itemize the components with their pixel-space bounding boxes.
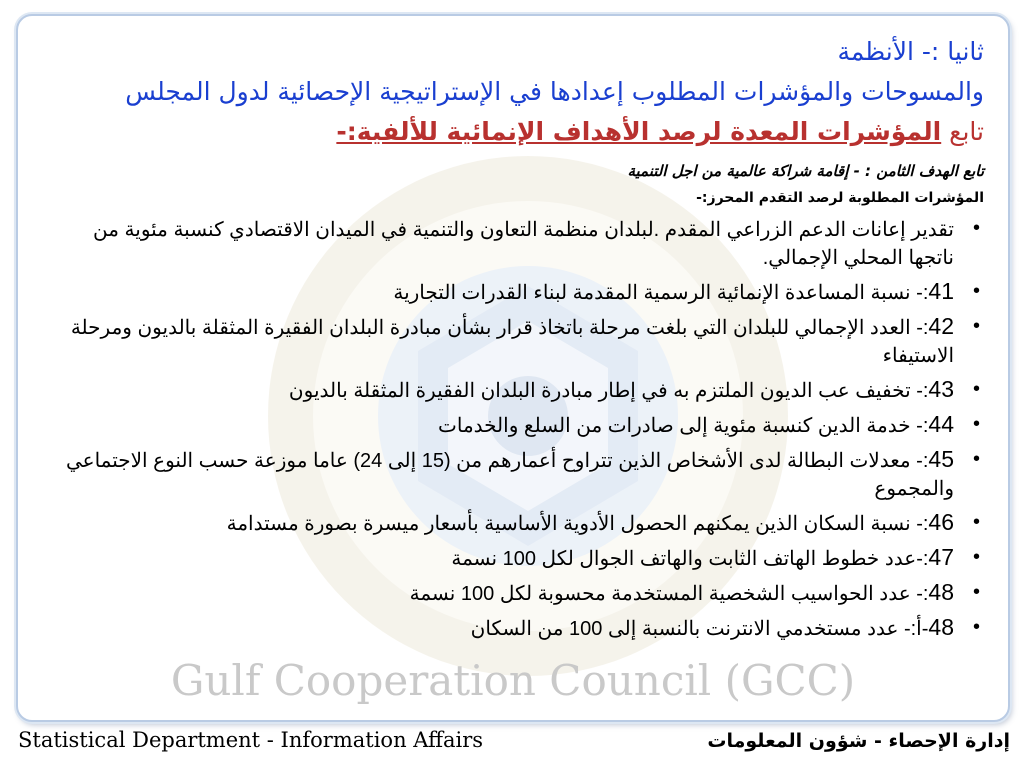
list-item xyxy=(58,277,984,307)
indicators-title: المؤشرات المطلوبة لرصد التقدم المحرز:- xyxy=(696,190,984,206)
indicator-text: :- نسبة المساعدة الإنمائية الرسمية المقدمة لبناء القدرات التجارية xyxy=(393,282,929,304)
goal-subtitle: تابع الهدف الثامن : - إقامة شراكة عالمية من اجل التنمية xyxy=(627,162,984,180)
indicator-number: 42 xyxy=(928,313,954,339)
heading-line-3 xyxy=(58,112,984,152)
list-item xyxy=(58,578,984,608)
heading-line-3-strong: المؤشرات المعدة لرصد الأهداف الإنمائية للألفية:- xyxy=(336,117,942,146)
indicator-number: 47 xyxy=(928,544,954,570)
indicator-list xyxy=(58,214,984,643)
footer-arabic: إدارة الإحصاء - شؤون المعلومات xyxy=(707,730,1010,752)
bullet-icon: • xyxy=(972,511,980,533)
indicator-text: :- معدلات البطالة لدى الأشخاص الذين تتراوح أعمارهم من (15 إلى 24) عاما موزعة حسب النوع الاجتماعي والمجموع xyxy=(65,450,954,500)
bullet-icon: • xyxy=(972,546,980,568)
watermark-text: Gulf Cooperation Council (GCC) xyxy=(170,656,856,705)
heading-line-1: ثانيا :- الأنظمة xyxy=(837,37,984,66)
list-item xyxy=(58,543,984,573)
indicator-number: 43 xyxy=(928,376,954,402)
bullet-icon: • xyxy=(972,378,980,400)
indicator-text: :-عدد خطوط الهاتف الثابت والهاتف الجوال لكل 100 نسمة xyxy=(451,548,929,570)
slide-content xyxy=(58,32,984,648)
indicator-number: 48 xyxy=(928,614,954,640)
indicator-number: 46 xyxy=(928,509,954,535)
indicator-text: :- العدد الإجمالي للبلدان التي بلغت مرحلة باتخاذ قرار بشأن مبادرة البلدان الفقيرة المثقلة بالديون ومرحلة الاستيفاء xyxy=(70,317,954,367)
list-item xyxy=(58,214,984,272)
bullet-icon: • xyxy=(972,581,980,603)
indicator-text: :- خدمة الدين كنسبة مئوية إلى صادرات من السلع والخدمات xyxy=(438,415,929,437)
list-item xyxy=(58,312,984,370)
indicator-text: :- تخفيف عب الديون الملتزم به في إطار مبادرة البلدان الفقيرة المثقلة بالديون xyxy=(288,380,929,402)
indicator-text: :- عدد الحواسيب الشخصية المستخدمة محسوبة لكل 100 نسمة xyxy=(409,583,929,605)
heading-line-2: والمسوحات والمؤشرات المطلوب إعدادها في الإستراتيجية الإحصائية لدول المجلس xyxy=(125,77,984,106)
indicator-number: 45 xyxy=(928,446,954,472)
footer-english: Statistical Department - Information Affairs xyxy=(18,728,484,752)
list-item xyxy=(58,375,984,405)
bullet-icon: • xyxy=(972,315,980,337)
list-item xyxy=(58,410,984,440)
list-item xyxy=(58,508,984,538)
bullet-icon: • xyxy=(972,217,980,239)
slide-frame xyxy=(16,14,1010,722)
bullet-icon: • xyxy=(972,280,980,302)
indicator-text: تقدير إعانات الدعم الزراعي المقدم .لبلدان منظمة التعاون والتنمية في الميدان الاقتصادي كنسبة مئوية من ناتجها المحلي الإجمالي. xyxy=(93,219,954,269)
indicator-text: :- نسبة السكان الذين يمكنهم الحصول الأدوية الأساسية بأسعار ميسرة بصورة مستدامة xyxy=(226,513,929,535)
list-item xyxy=(58,613,984,643)
indicator-number: 41 xyxy=(928,278,954,304)
bullet-icon: • xyxy=(972,616,980,638)
indicator-text: -أ:- عدد مستخدمي الانترنت بالنسبة إلى 100 من السكان xyxy=(470,618,929,640)
indicator-number: 44 xyxy=(928,411,954,437)
heading-line-3-prefix: تابع xyxy=(941,117,984,146)
bullet-icon: • xyxy=(972,413,980,435)
list-item xyxy=(58,445,984,503)
bullet-icon: • xyxy=(972,448,980,470)
indicator-number: 48 xyxy=(928,579,954,605)
